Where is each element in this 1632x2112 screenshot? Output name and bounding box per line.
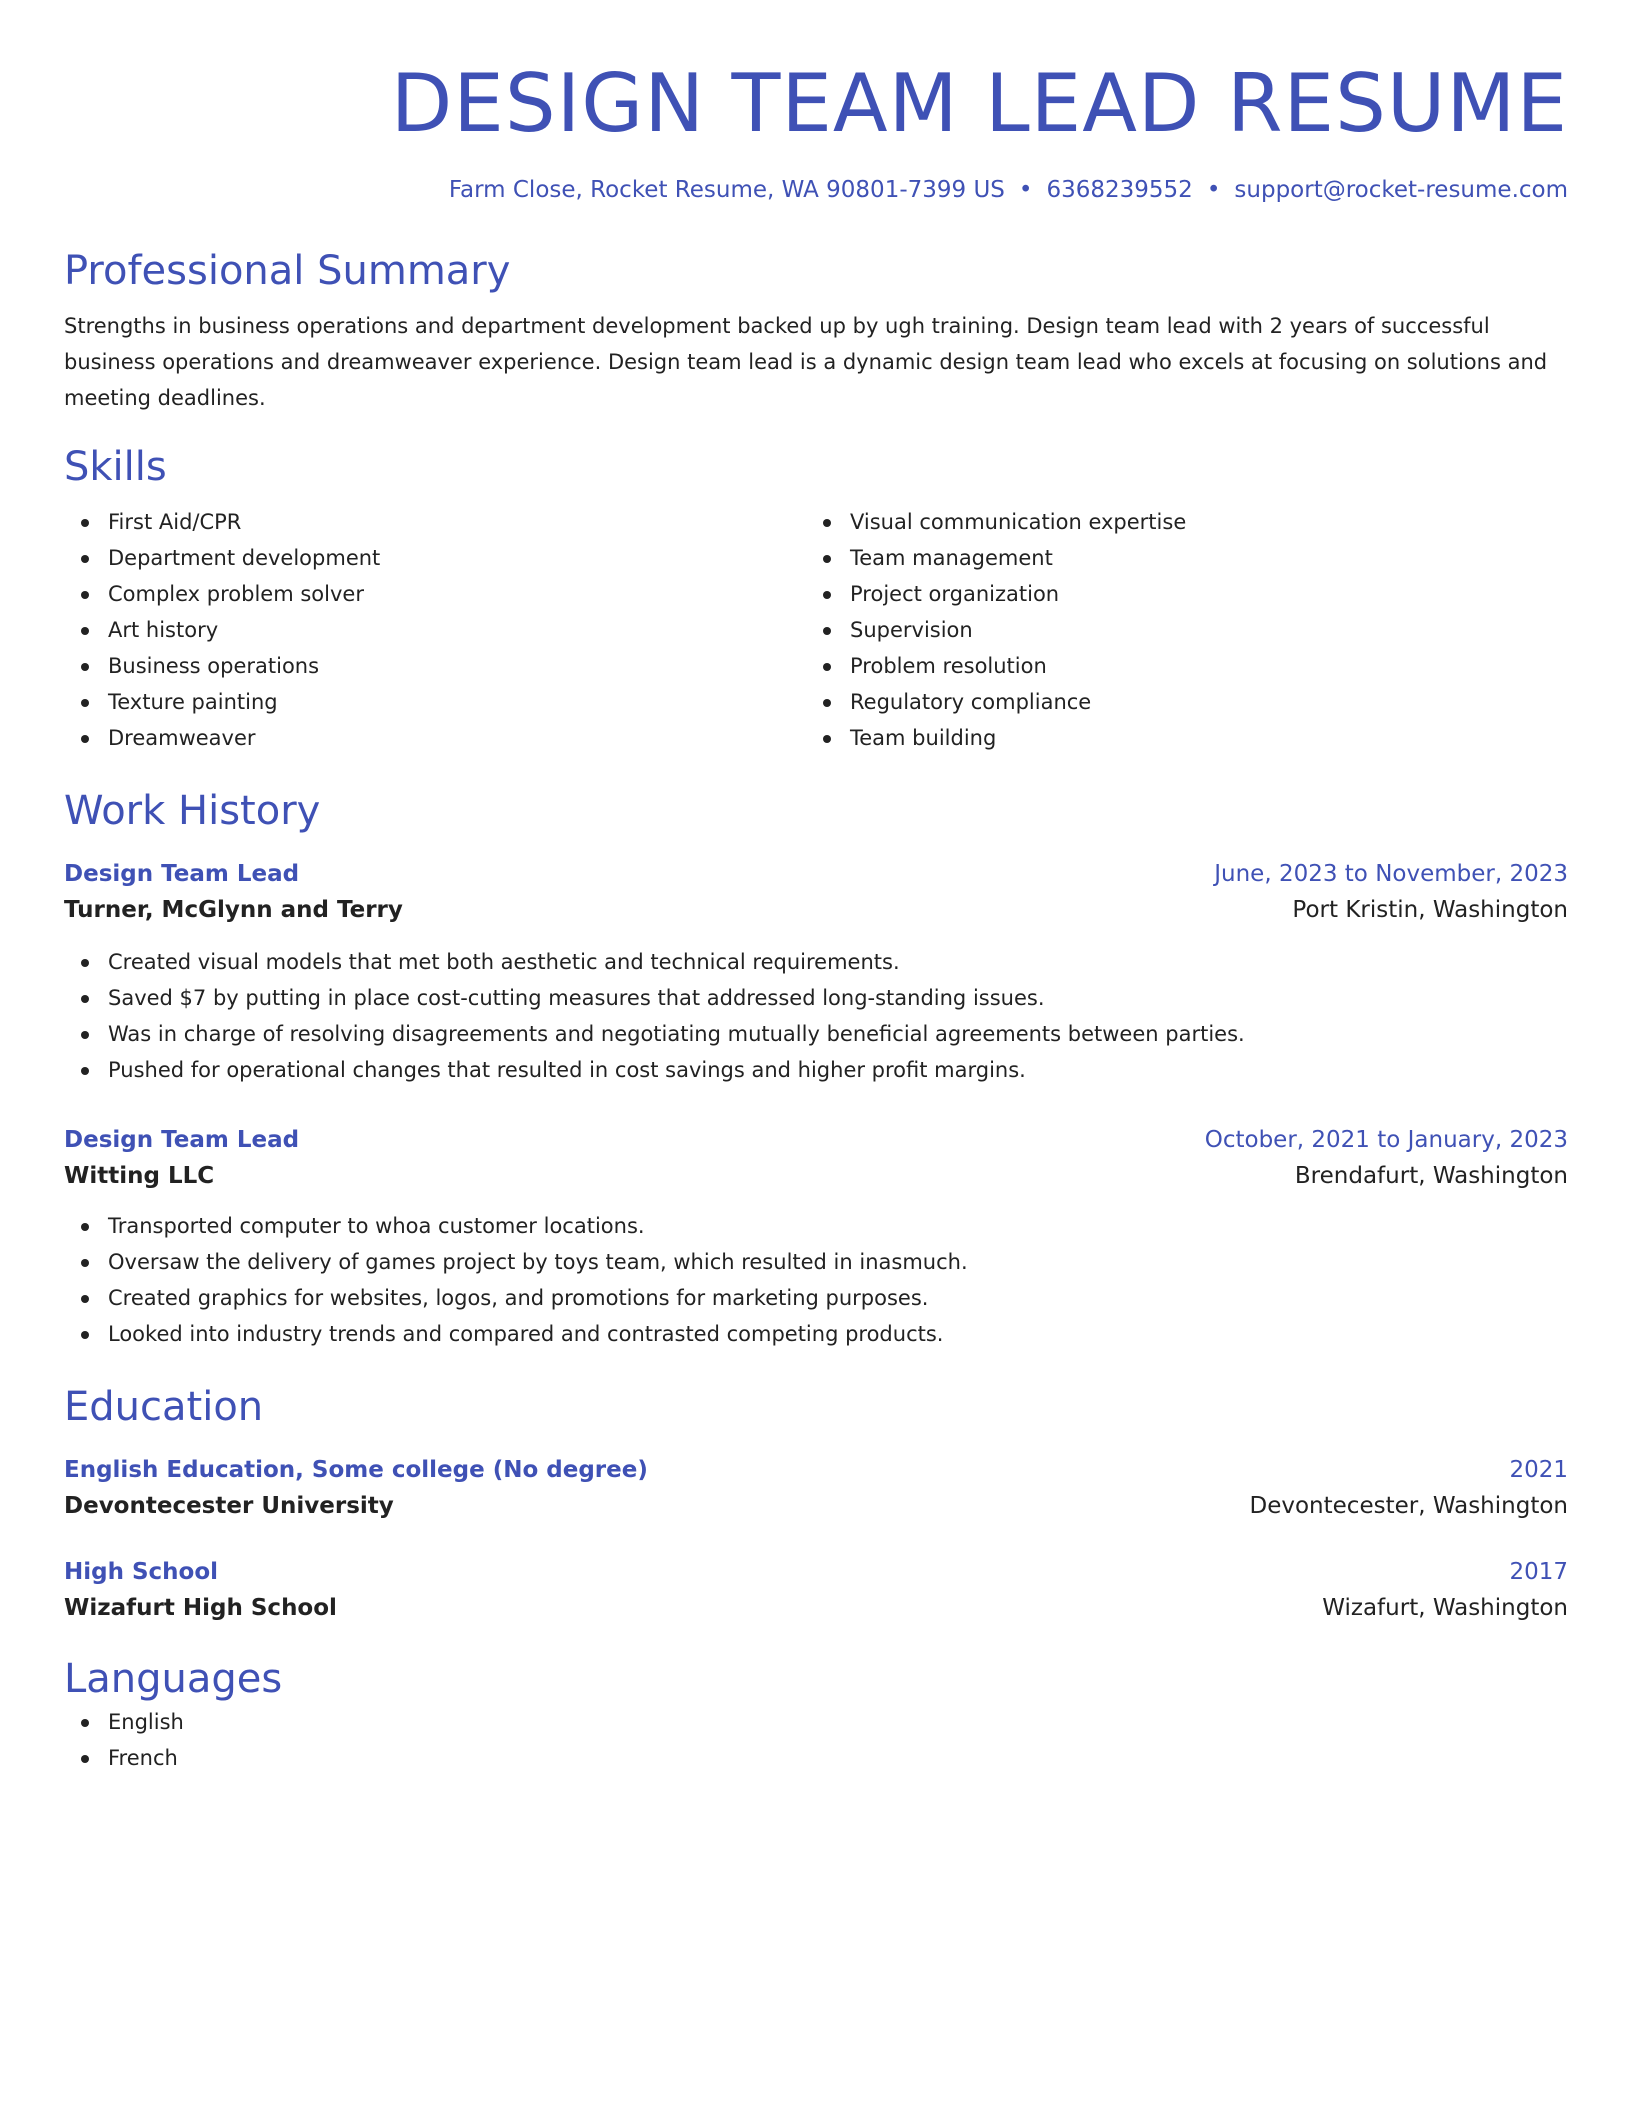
skill-item: Project organization xyxy=(806,576,1548,612)
contact-phone: 6368239552 xyxy=(1046,177,1193,203)
graduation-year: 2017 xyxy=(1509,1559,1568,1585)
contact-separator: • xyxy=(1206,177,1221,203)
languages-list xyxy=(64,1704,1568,1776)
skill-item: Team building xyxy=(806,720,1548,756)
education-entry-subheader xyxy=(64,1590,1568,1626)
resume-title: DESIGN TEAM LEAD RESUME xyxy=(390,57,1568,150)
job-duty: Oversaw the delivery of games project by toys team, which resulted in inasmuch. xyxy=(64,1244,1568,1280)
education-entry-header xyxy=(64,1452,1568,1488)
graduation-year: 2021 xyxy=(1509,1457,1568,1483)
job-duty: Looked into industry trends and compared and contrasted competing products. xyxy=(64,1316,1568,1352)
skill-item: Department development xyxy=(64,540,806,576)
work-entry-header xyxy=(64,856,1568,892)
skills-list-right xyxy=(806,504,1548,756)
skill-item: Problem resolution xyxy=(806,648,1548,684)
job-duty: Pushed for operational changes that resulted in cost savings and higher profit margins. xyxy=(64,1052,1568,1088)
work-entry-header xyxy=(64,1122,1568,1158)
contact-email: support@rocket-resume.com xyxy=(1234,177,1568,203)
languages-heading: Languages xyxy=(64,1656,283,1702)
degree-name: English Education, Some college (No degree) xyxy=(64,1457,648,1483)
company-name: Turner, McGlynn and Terry xyxy=(64,897,403,923)
job-duties xyxy=(64,944,1568,1088)
skill-item: Business operations xyxy=(64,648,806,684)
degree-name: High School xyxy=(64,1559,219,1585)
work-entry xyxy=(64,856,1568,1088)
work-history-heading: Work History xyxy=(64,788,321,834)
skill-item: Texture painting xyxy=(64,684,806,720)
job-duty: Saved $7 by putting in place cost-cutting measures that addressed long-standing issues. xyxy=(64,980,1568,1016)
job-duty: Transported computer to whoa customer locations. xyxy=(64,1208,1568,1244)
language-item: French xyxy=(64,1740,1568,1776)
contact-address: Farm Close, Rocket Resume, WA 90801-7399 US xyxy=(448,177,1005,203)
resume-page xyxy=(64,0,1568,1776)
skill-item: Team management xyxy=(806,540,1548,576)
skill-item: Regulatory compliance xyxy=(806,684,1548,720)
skills-columns xyxy=(64,504,1568,756)
contact-separator: • xyxy=(1018,177,1033,203)
school-location: Wizafurt, Washington xyxy=(1322,1595,1568,1621)
language-item: English xyxy=(64,1704,1568,1740)
skill-item: Visual communication expertise xyxy=(806,504,1548,540)
job-duties xyxy=(64,1208,1568,1352)
skill-item: Art history xyxy=(64,612,806,648)
job-title: Design Team Lead xyxy=(64,861,300,887)
skill-item: First Aid/CPR xyxy=(64,504,806,540)
work-entry-subheader xyxy=(64,892,1568,928)
job-title: Design Team Lead xyxy=(64,1127,300,1153)
company-name: Witting LLC xyxy=(64,1163,215,1189)
work-entry xyxy=(64,1122,1568,1352)
job-dates: October, 2021 to January, 2023 xyxy=(1204,1127,1568,1153)
school-name: Devontecester University xyxy=(64,1493,394,1519)
contact-line xyxy=(64,174,1568,206)
job-duty: Created visual models that met both aesthetic and technical requirements. xyxy=(64,944,1568,980)
skill-item: Dreamweaver xyxy=(64,720,806,756)
education-entry-subheader xyxy=(64,1488,1568,1524)
education-entry-header xyxy=(64,1554,1568,1590)
school-location: Devontecester, Washington xyxy=(1249,1493,1568,1519)
skills-heading: Skills xyxy=(64,444,167,490)
job-location: Brendafurt, Washington xyxy=(1294,1163,1568,1189)
education-heading: Education xyxy=(64,1384,264,1430)
job-duty: Was in charge of resolving disagreements and negotiating mutually beneficial agreements between parties. xyxy=(64,1016,1568,1052)
work-entry-subheader xyxy=(64,1158,1568,1194)
job-dates: June, 2023 to November, 2023 xyxy=(1214,861,1568,887)
summary-text: Strengths in business operations and department development backed up by ugh training. Design team lead with 2 years of successful business operations and dreamweaver experience. Design team lead is a dynamic design team lead who excels at focusing on solutions and meeting deadlines. xyxy=(64,314,1548,410)
job-duty: Created graphics for websites, logos, and promotions for marketing purposes. xyxy=(64,1280,1568,1316)
skill-item: Complex problem solver xyxy=(64,576,806,612)
skill-item: Supervision xyxy=(806,612,1548,648)
skills-list-left xyxy=(64,504,806,756)
summary-heading: Professional Summary xyxy=(64,248,511,294)
education-entry xyxy=(64,1554,1568,1626)
school-name: Wizafurt High School xyxy=(64,1595,337,1621)
job-location: Port Kristin, Washington xyxy=(1292,897,1568,923)
education-entry xyxy=(64,1452,1568,1524)
